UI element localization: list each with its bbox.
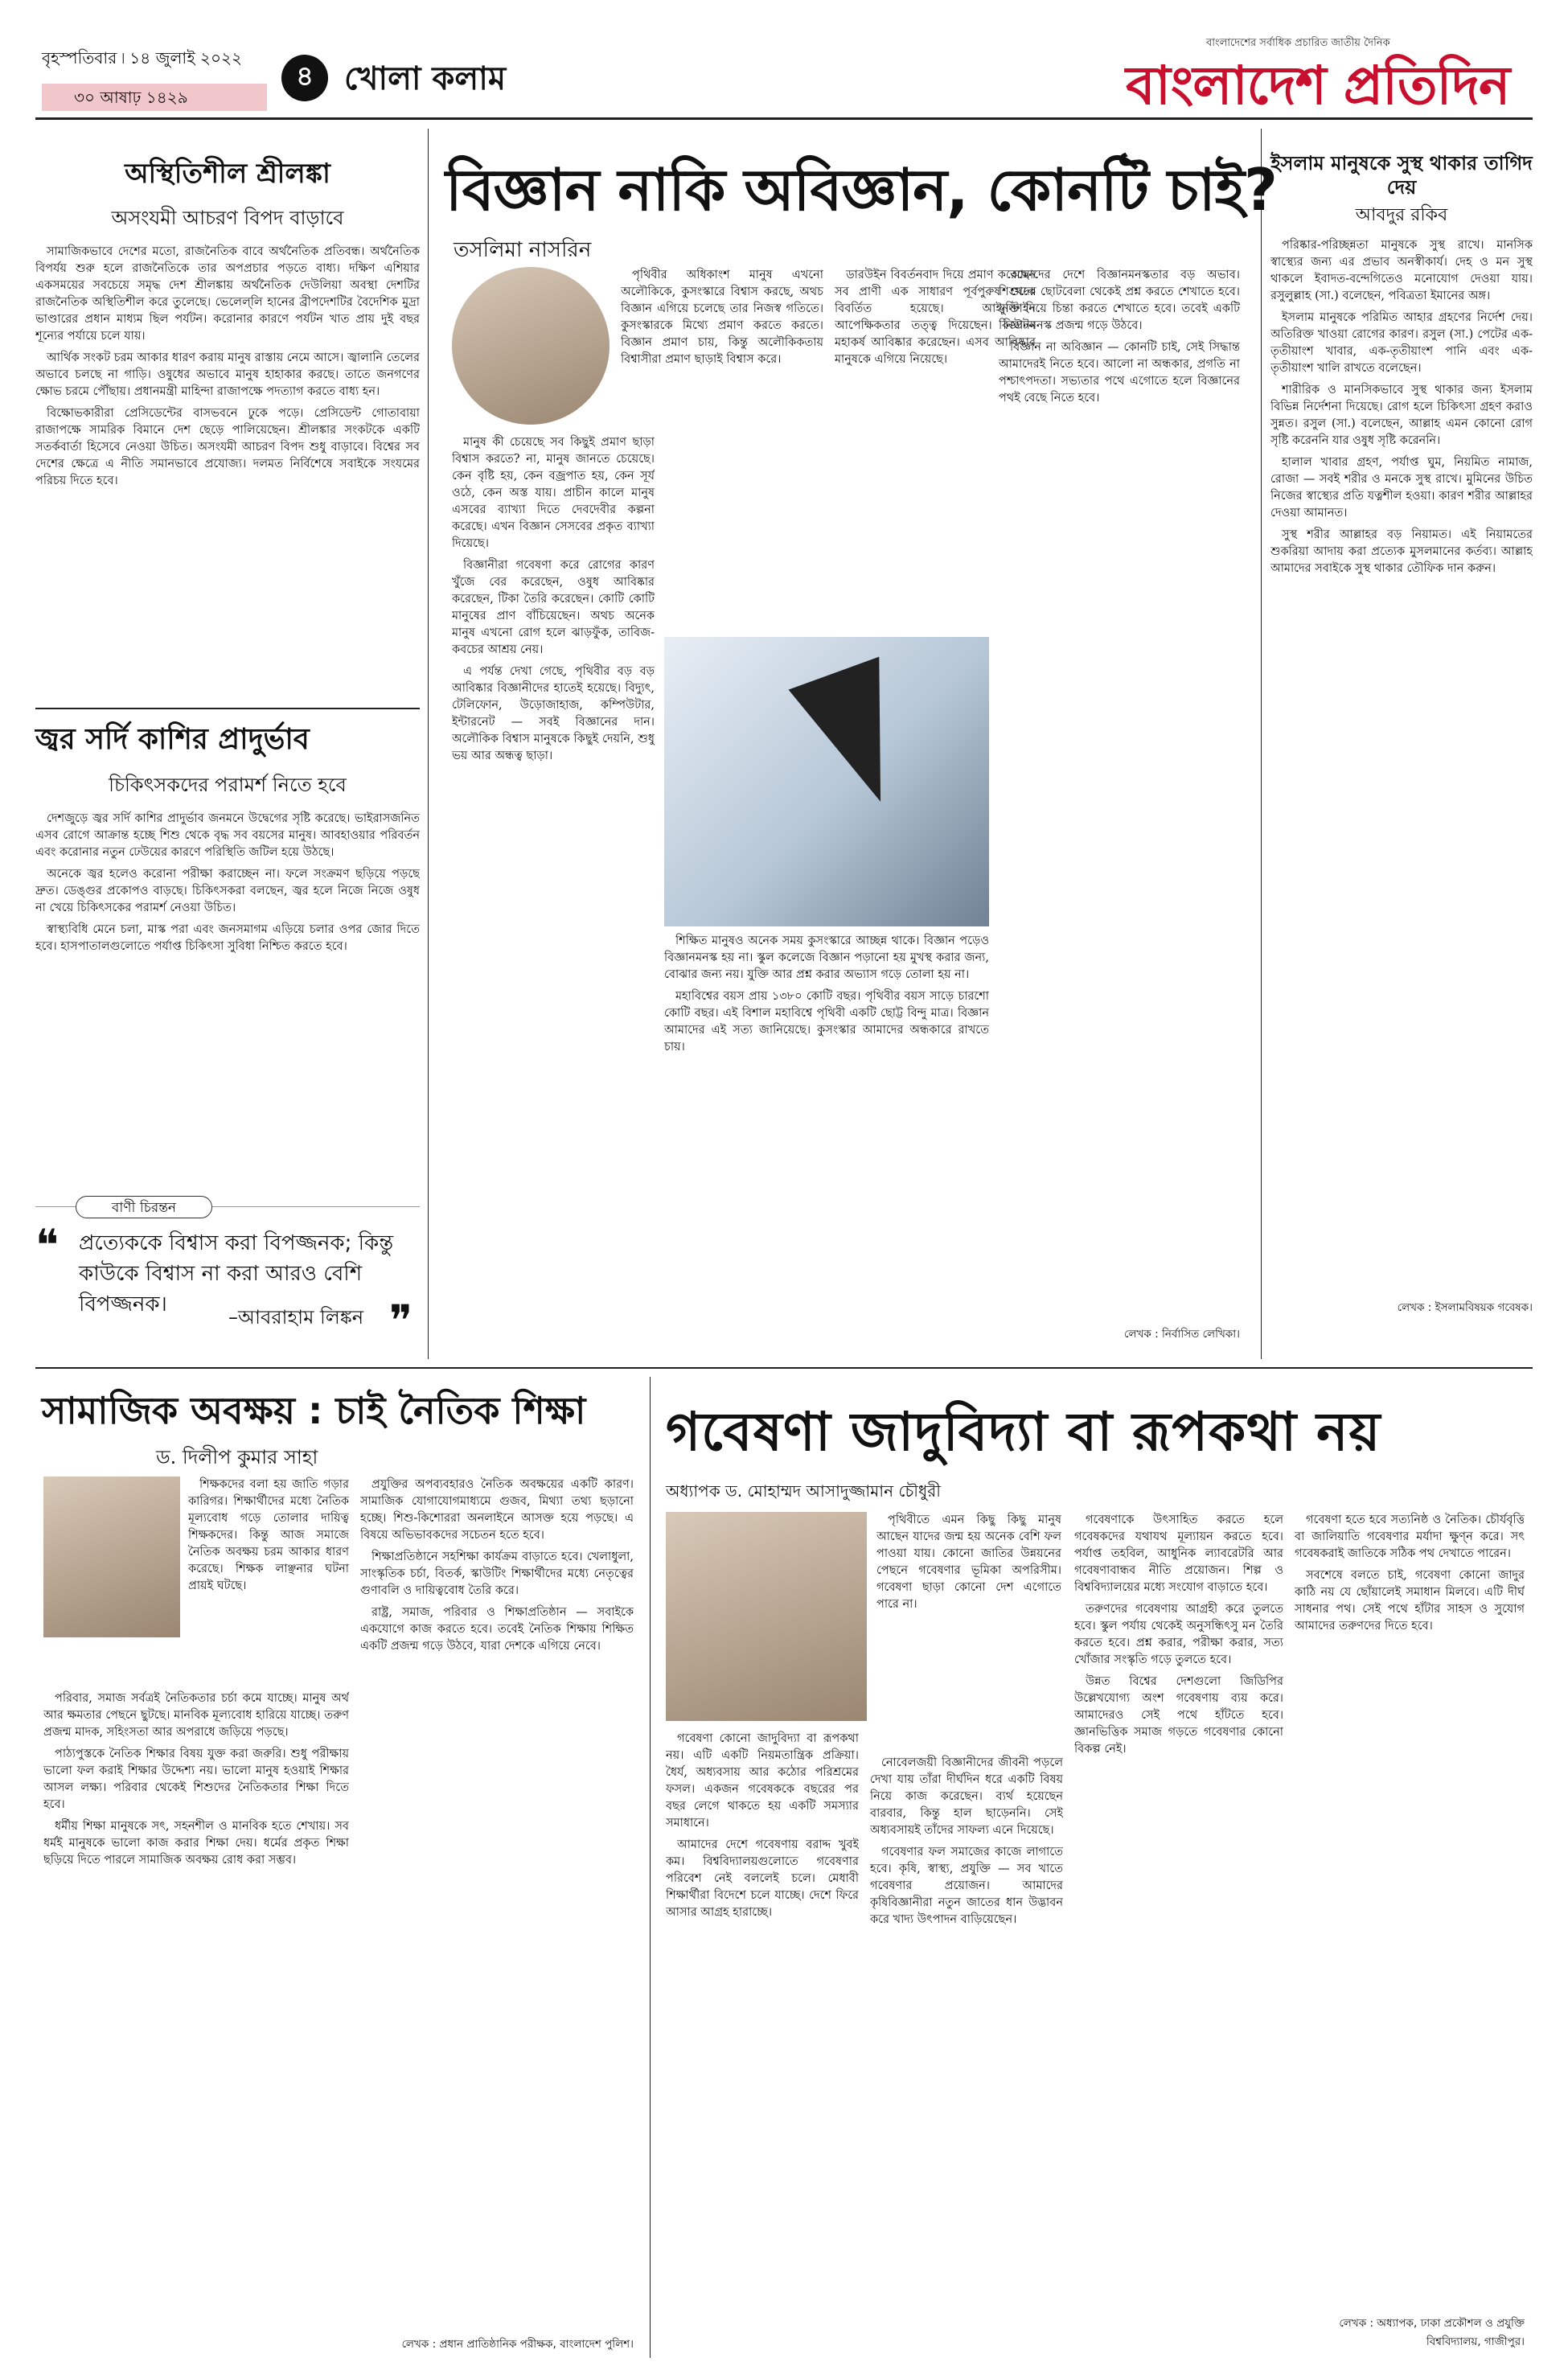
paragraph: উন্নত বিশ্বের দেশগুলো জিডিপির উল্লেখযোগ্য অংশ গবেষণায় ব্যয় করে। আমাদেরও সেই পথে হাঁটতে হবে। জ্ঞানভিত্তিক সমাজ গড়তে গবেষণার কোনো বিকল্প নেই। xyxy=(1074,1675,1283,1756)
article-islam xyxy=(1270,151,1533,1357)
quote-mark-open-icon: ❝ xyxy=(35,1220,60,1271)
paragraph: পরিষ্কার-পরিচ্ছন্নতা মানুষকে সুস্থ রাখে। মানসিক স্বাস্থ্যের জন্য এর প্রভাব অনস্বীকার্য। দেহ ও মন সুস্থ থাকলে ইবাদত-বন্দেগিতেও মনোযোগ দেওয়া যায়। রসুলুল্লাহ (সা.) বলেছেন, পবিত্রতা ইমানের অঙ্গ। xyxy=(1270,239,1533,302)
paragraph: গবেষণা কোনো জাদুবিদ্যা বা রূপকথা নয়। এটি একটি নিয়মতান্ত্রিক প্রক্রিয়া। ধৈর্য, অধ্যবসায় আর কঠোর পরিশ্রমের ফসল। একজন গবেষককে বছরের পর বছর লেগে থাকতে হয় একটি সমস্যার সমাধানে। xyxy=(666,1732,859,1830)
quote-label-pill xyxy=(76,1196,212,1218)
quote-label: বাণী চিরন্তন xyxy=(111,1200,177,1216)
quote-text: প্রত্যেককে বিশ্বাস করা বিপজ্জনক; কিন্তু কাউকে বিশ্বাস না করা আরও বেশি বিপজ্জনক। xyxy=(79,1231,394,1316)
paragraph: সামাজিকভাবে দেশের মতো, রাজনৈতিক বাবে অর্থনৈতিক প্রতিবন্ধ। অর্থনৈতিক বিপর্যয় শুরু হলে রাজনৈতিকে তার অপপ্রচার পড়তে বাধ্য। দক্ষিণ এশিয়ার একসময়ের সবচেয়ে সমৃদ্ধ দেশ শ্রীলঙ্কায় অর্থনৈতিক দেউলিয়া অবস্থা দেশটির রাজনৈতিক অস্থিতিশীল করে তুলেছে। ভেলেল্‌লি হানের ব্রীপদেশটির বৈদেশিক মুদ্রা ভাণ্ডারের প্রধান মাধ্যম ছিল পর্যটন। করোনার কারণে পর্যটন খাত প্রায় দুই বছর শূন্যের পর্যায়ে চলে যায়। xyxy=(35,245,420,343)
paragraph: বিক্ষোভকারীরা প্রেসিডেন্টের বাসভবনে ঢুকে পড়ে। প্রেসিডেন্ট গোতাবায়া রাজাপক্ষে সামরিক বিমানে দেশ ছেড়ে পালিয়েছেন। শ্রীলঙ্কার সংকটকে একটি সতর্কবার্তা হিসেবে নেওয়া উচিত। অসংযমী আচরণ বিপদ শুধু বাড়াবে। বিশ্বের সব দেশের ক্ষেত্রে এ নীতি সমানভাবে প্রযোজ্য। দলমত নির্বিশেষে সবাইকে সংযমের পরিচয় দিতে হবে। xyxy=(35,407,420,487)
editorial-sri-lanka xyxy=(35,153,420,758)
divider xyxy=(35,708,420,709)
paragraph: গবেষণাকে উৎসাহিত করতে হলে গবেষকদের যথাযথ মূল্যায়ন করতে হবে। পর্যাপ্ত তহবিল, আধুনিক ল্যাবরেটরি আর গবেষণাবান্ধব নীতি প্রয়োজন। শিল্প ও বিশ্ববিদ্যালয়ের মধ্যে সংযোগ বাড়াতে হবে। xyxy=(1074,1514,1283,1594)
paragraph: পাঠ্যপুস্তকে নৈতিক শিক্ষার বিষয় যুক্ত করা জরুরি। শুধু পরীক্ষায় ভালো ফল করাই শিক্ষার উদ্দেশ্য নয়। ভালো মানুষ হওয়াই শিক্ষার আসল লক্ষ্য। পরিবার থেকেই শিশুদের নৈতিকতার শিক্ষা দিতে হবে। xyxy=(43,1748,349,1811)
article-footnote: লেখক : ইসলামবিষয়ক গবেষক। xyxy=(1397,1301,1533,1314)
pen-icon xyxy=(789,657,926,819)
paragraph: আমাদের দেশে গবেষণায় বরাদ্দ খুবই কম। বিশ্ববিদ্যালয়গুলোতে গবেষণার পরিবেশ নেই বললেই চলে। মেধাবী শিক্ষার্থীরা বিদেশে চলে যাচ্ছে। দেশে ফিরে আসার আগ্রহ হারাচ্ছে। xyxy=(666,1838,859,1919)
paragraph: সুস্থ শরীর আল্লাহর বড় নিয়ামত। এই নিয়ামতের শুকরিয়া আদায় করা প্রত্যেক মুসলমানের কর্তব্য। আল্লাহ আমাদের সবাইকে সুস্থ থাকার তৌফিক দান করুন। xyxy=(1270,528,1533,575)
section-divider xyxy=(35,1367,1533,1369)
date-line: বৃহস্পতিবার ৷ ১৪ জুলাই ২০২২ xyxy=(42,48,242,68)
editorial-subtitle: অসংযমী আচরণ বিপদ বাড়াবে xyxy=(111,207,344,229)
author-photo xyxy=(452,267,610,425)
column-rule xyxy=(1261,129,1262,1359)
paragraph: তরুণদের গবেষণায় আগ্রহী করে তুলতে হবে। স্কুল পর্যায় থেকেই অনুসন্ধিৎসু মন তৈরি করতে হবে। প্রশ্ন করার, পরীক্ষা করার, সত্য খোঁজার সংস্কৃতি গড়ে তুলতে হবে। xyxy=(1074,1603,1283,1666)
paragraph: শিক্ষাপ্রতিষ্ঠানে সহশিক্ষা কার্যক্রম বাড়াতে হবে। খেলাধুলা, সাংস্কৃতিক চর্চা, বিতর্ক, স্কাউটিং শিক্ষার্থীদের মধ্যে নেতৃত্বের গুণাবলি ও দায়িত্ববোধ তৈরি করে। xyxy=(360,1550,634,1597)
paragraph: ইসলাম মানুষকে পরিমিত আহার গ্রহণের নির্দেশ দেয়। অতিরিক্ত খাওয়া রোগের কারণ। রসুল (সা.) পেটের এক-তৃতীয়াংশ খাবার, এক-তৃতীয়াংশ পানি এবং এক-তৃতীয়াংশ খালি রাখতে বলেছেন। xyxy=(1270,311,1533,375)
paragraph: শারীরিক ও মানসিকভাবে সুস্থ থাকার জন্য ইসলাম বিভিন্ন নির্দেশনা দিয়েছে। রোগ হলে চিকিৎসা গ্রহণ করাও সুন্নত। রসুল (সা.) বলেছেন, আল্লাহ এমন কোনো রোগ সৃষ্টি করেননি যার ওষুধ সৃষ্টি করেননি। xyxy=(1270,384,1533,447)
article-science xyxy=(437,129,1277,1359)
article-footnote: লেখক : অধ্যাপক, ঢাকা প্রকৌশল ও প্রযুক্তি বিশ্ববিদ্যালয়, গাজীপুর। xyxy=(1339,2317,1525,2348)
article-footnote: লেখক : প্রধান প্রাতিষ্ঠানিক পরীক্ষক, বাংলাদেশ পুলিশ। xyxy=(401,2338,634,2351)
article-research xyxy=(659,1377,1533,2358)
header-divider xyxy=(35,117,1533,120)
paragraph: হালাল খাবার গ্রহণ, পর্যাপ্ত ঘুম, নিয়মিত নামাজ, রোজা — সবই শরীর ও মনকে সুস্থ রাখে। মুমিনের উচিত নিজের স্বাস্থ্যের প্রতি যত্নশীল হওয়া। কারণ শরীর আল্লাহর দেওয়া আমানত। xyxy=(1270,456,1533,520)
paragraph: দেশজুড়ে জ্বর সর্দি কাশির প্রাদুর্ভাব জনমনে উদ্বেগের সৃষ্টি করেছে। ভাইরাসজনিত এসব রোগে আক্রান্ত হচ্ছে শিশু থেকে বৃদ্ধ সব বয়সের মানুষ। আবহাওয়ার পরিবর্তন এবং করোনার নতুন ঢেউয়ের কারণে পরিস্থিতি জটিল হয়ে উঠছে। xyxy=(35,812,420,859)
paragraph: শিক্ষকদের বলা হয় জাতি গড়ার কারিগর। শিক্ষার্থীদের মধ্যে নৈতিক মূল্যবোধ গড়ে তোলার দায়িত্ব শিক্ষকদের। কিন্তু আজ সমাজে নৈতিক অবক্ষয় চরম আকার ধারণ করেছে। শিক্ষক লাঞ্ছনার ঘটনা প্রায়ই ঘটছে। xyxy=(188,1478,349,1592)
paragraph: মানুষ কী চেয়েছে সব কিছুই প্রমাণ ছাড়া বিশ্বাস করতে? না, মানুষ জানতে চেয়েছে। কেন বৃষ্টি হয়, কেন বজ্রপাত হয়, কেন সূর্য ওঠে, কেন অস্ত যায়। প্রাচীন কালে মানুষ এসবের ব্যাখ্যা দিতে দেবদেবীর কল্পনা করেছে। এখন বিজ্ঞান সেসবের প্রকৃত ব্যাখ্যা দিয়েছে। xyxy=(452,436,655,550)
masthead-tagline: বাংলাদেশের সর্বাধিক প্রচারিত জাতীয় দৈনিক xyxy=(1206,37,1390,49)
date-bangla: ৩০ আষাঢ় ১৪২৯ xyxy=(42,84,267,111)
section-title: খোলা কলাম xyxy=(344,60,507,97)
article-footnote: লেখক : নির্বাসিত লেখিকা। xyxy=(1124,1328,1240,1341)
quote-author: –আবরাহাম লিঙ্কন xyxy=(228,1306,364,1329)
column-rule xyxy=(650,1377,651,2358)
paragraph: বিজ্ঞান না অবিজ্ঞান — কোনটি চাই, সেই সিদ্ধান্ত আমাদেরই নিতে হবে। আলো না অন্ধকার, প্রগতি না পশ্চাৎপদতা। সভ্যতার পথে এগোতে হলে বিজ্ঞানের পথই বেছে নিতে হবে। xyxy=(999,341,1240,405)
illustration-fountain-pen xyxy=(664,637,989,926)
article-author: আবদুর রকিব xyxy=(1355,205,1448,225)
author-photo xyxy=(666,1512,867,1721)
paragraph: রাষ্ট্র, সমাজ, পরিবার ও শিক্ষাপ্রতিষ্ঠান — সবাইকে একযোগে কাজ করতে হবে। তবেই নৈতিক শিক্ষায় শিক্ষিত একটি প্রজন্ম গড়ে উঠবে, যারা দেশকে এগিয়ে নেবে। xyxy=(360,1606,634,1653)
masthead-logo: বাংলাদেশ প্রতিদিন xyxy=(1126,55,1510,117)
editorial-flu xyxy=(35,717,420,1245)
paragraph: প্রযুক্তির অপব্যবহারও নৈতিক অবক্ষয়ের একটি কারণ। সামাজিক যোগাযোগমাধ্যমে গুজব, মিথ্যা তথ্য ছড়ানো হচ্ছে। শিশু-কিশোররা অনলাইনে আসক্ত হয়ে পড়ছে। এ বিষয়ে অভিভাবকদের সচেতন হতে হবে। xyxy=(360,1478,634,1542)
paragraph: শিক্ষিত মানুষও অনেক সময় কুসংস্কারে আচ্ছন্ন থাকে। বিজ্ঞান পড়েও বিজ্ঞানমনস্ক হয় না। স্কুল কলেজে বিজ্ঞান পড়ানো হয় মুখস্থ করার জন্য, বোঝার জন্য নয়। যুক্তি আর প্রশ্ন করার অভ্যাস গড়ে তোলা হয় না। xyxy=(664,934,989,981)
article-author: ড. দিলীপ কুমার সাহা xyxy=(156,1446,318,1468)
paragraph: ধর্মীয় শিক্ষা মানুষকে সৎ, সহনশীল ও মানবিক হতে শেখায়। সব ধর্মই মানুষকে ভালো কাজ করার শিক্ষা দেয়। ধর্মের প্রকৃত শিক্ষা ছড়িয়ে দিতে পারলে সামাজিক অবক্ষয় রোধ করা সম্ভব। xyxy=(43,1820,349,1867)
paragraph: অনেকে জ্বর হলেও করোনা পরীক্ষা করাচ্ছেন না। ফলে সংক্রমণ ছড়িয়ে পড়ছে দ্রুত। ডেঙ্গুর প্রকোপও বাড়ছে। চিকিৎসকরা বলছেন, জ্বর হলে নিজে নিজে ওষুধ না খেয়ে চিকিৎসকের পরামর্শ নেওয়া উচিত। xyxy=(35,868,420,914)
editorial-title: জ্বর সর্দি কাশির প্রাদুর্ভাব xyxy=(35,723,310,756)
paragraph: আমাদের দেশে বিজ্ঞানমনস্কতার বড় অভাব। শিশুদের ছোটবেলা থেকেই প্রশ্ন করতে শেখাতে হবে। যুক্তি দিয়ে চিন্তা করতে শেখাতে হবে। তবেই একটি বিজ্ঞানমনস্ক প্রজন্ম গড়ে উঠবে। xyxy=(999,269,1240,332)
article-title: সামাজিক অবক্ষয় : চাই নৈতিক শিক্ষা xyxy=(42,1389,586,1432)
quote-mark-close-icon: ❞ xyxy=(389,1296,413,1346)
paragraph: গবেষণার ফল সমাজের কাজে লাগাতে হবে। কৃষি, স্বাস্থ্য, প্রযুক্তি — সব খাতে গবেষণার প্রয়োজন। আমাদের কৃষিবিজ্ঞানীরা নতুন জাতের ধান উদ্ভাবন করে খাদ্য উৎপাদন বাড়িয়েছেন। xyxy=(870,1846,1063,1926)
author-photo xyxy=(43,1477,180,1637)
paragraph: পৃথিবীতে এমন কিছু কিছু মানুষ আছেন যাদের জন্ম হয় অনেক বেশি ফল পাওয়া যায়। কোনো জাতির উন্নয়নের পেছনে গবেষণার ভূমিকা অপরিসীম। গবেষণা ছাড়া কোনো দেশ এগোতে পারে না। xyxy=(876,1514,1061,1611)
paragraph: আর্থিক সংকট চরম আকার ধারণ করায় মানুষ রাস্তায় নেমে আসে। জ্বালানি তেলের অভাবে চলছে না গাড়ি। ওষুধের অভাবে মানুষ হাহাকার করছে। তাতে জনগণের ক্ষোভ চরমে পৌঁছায়। প্রধানমন্ত্রী মাহিন্দা রাজাপক্ষে পদত্যাগ করতে বাধ্য হন। xyxy=(35,351,420,398)
paragraph: পরিবার, সমাজ সর্বত্রই নৈতিকতার চর্চা কমে যাচ্ছে। মানুষ অর্থ আর ক্ষমতার পেছনে ছুটছে। মানবিক মূল্যবোধ হারিয়ে যাচ্ছে। তরুণ প্রজন্ম মাদক, সহিংসতা আর অপরাধে জড়িয়ে পড়ছে। xyxy=(43,1692,349,1739)
paragraph: ডারউইন বিবর্তনবাদ দিয়ে প্রমাণ করেছেন সব প্রাণী এক সাধারণ পূর্বপুরুষ থেকে বিবর্তিত হয়েছে। আইনস্টাইন আপেক্ষিকতার তত্ত্ব দিয়েছেন। নিউটন মহাকর্ষ আবিষ্কার করেছেন। এসব আবিষ্কার মানুষকে এগিয়ে নিয়েছে। xyxy=(835,269,1036,366)
paragraph: এ পর্যন্ত দেখা গেছে, পৃথিবীর বড় বড় আবিষ্কার বিজ্ঞানীদের হাতেই হয়েছে। বিদ্যুৎ, টেলিফোন, উড়োজাহাজ, কম্পিউটার, ইন্টারনেট — সবই বিজ্ঞানের দান। অলৌকিক বিশ্বাস মানুষকে কিছুই দেয়নি, শুধু ভয় আর অন্ধত্ব ছাড়া। xyxy=(452,665,655,762)
paragraph: সবশেষে বলতে চাই, গবেষণা কোনো জাদুর কাঠি নয় যে ছোঁয়ালেই সমাধান মিলবে। এটি দীর্ঘ সাধনার পথ। সেই পথে হাঁটার সাহস ও সুযোগ আমাদের তরুণদের দিতে হবে। xyxy=(1295,1569,1525,1633)
column-rule xyxy=(428,129,429,1359)
editorial-title: অস্থিতিশীল শ্রীলঙ্কা xyxy=(125,158,330,190)
paragraph: স্বাস্থ্যবিধি মেনে চলা, মাস্ক পরা এবং জনসমাগম এড়িয়ে চলার ওপর জোর দিতে হবে। হাসপাতালগুলোতে পর্যাপ্ত চিকিৎসা সুবিধা নিশ্চিত করতে হবে। xyxy=(35,923,420,953)
article-title: বিজ্ঞান নাকি অবিজ্ঞান, কোনটি চাই? xyxy=(445,156,1277,224)
article-moral xyxy=(35,1377,640,2358)
article-author: অধ্যাপক ড. মোহাম্মদ আসাদুজ্জামান চৌধুরী xyxy=(666,1481,941,1501)
page-number: ৪ xyxy=(281,55,328,101)
paragraph: পৃথিবীর অধিকাংশ মানুষ এখনো অলৌকিকে, কুসংস্কারে বিশ্বাস করছে, অথচ বিজ্ঞান এগিয়ে চলেছে তার নিজস্ব গতিতে। কুসংস্কারকে মিথ্যে প্রমাণ করতে করতে। বিজ্ঞান প্রমাণ চায়, কিন্তু অলৌকিকতায় বিশ্বাসীরা প্রমাণ ছাড়াই বিশ্বাস করে। xyxy=(621,269,823,366)
paragraph: বিজ্ঞানীরা গবেষণা করে রোগের কারণ খুঁজে বের করেছেন, ওষুধ আবিষ্কার করেছেন, টিকা তৈরি করেছেন। কোটি কোটি মানুষের প্রাণ বাঁচিয়েছেন। অথচ অনেক মানুষ এখনো রোগ হলে ঝাড়ফুঁক, তাবিজ-কবচের আশ্রয় নেয়। xyxy=(452,559,655,656)
editorial-subtitle: চিকিৎসকদের পরামর্শ নিতে হবে xyxy=(109,774,347,796)
header xyxy=(0,0,1568,129)
article-title: ইসলাম মানুষকে সুস্থ থাকার তাগিদ দেয় xyxy=(1270,152,1533,199)
article-title: গবেষণা জাদুবিদ্যা বা রূপকথা নয় xyxy=(666,1401,1381,1463)
article-author: তসলিমা নাসরিন xyxy=(454,238,592,262)
paragraph: নোবেলজয়ী বিজ্ঞানীদের জীবনী পড়লে দেখা যায় তাঁরা দীর্ঘদিন ধরে একটি বিষয় নিয়ে কাজ করেছেন। ব্যর্থ হয়েছেন বারবার, কিন্তু হাল ছাড়েননি। সেই অধ্যবসায়ই তাঁদের সাফল্য এনে দিয়েছে। xyxy=(870,1756,1063,1837)
paragraph: মহাবিশ্বের বয়স প্রায় ১৩৮০ কোটি বছর। পৃথিবীর বয়স সাড়ে চারশো কোটি বছর। এই বিশাল মহাবিশ্বে পৃথিবী একটি ছোট্ট বিন্দু মাত্র। বিজ্ঞান আমাদের এই সত্য জানিয়েছে। কুসংস্কার আমাদের অন্ধকারে রাখতে চায়। xyxy=(664,990,989,1054)
quote-box xyxy=(35,1200,420,1359)
paragraph: গবেষণা হতে হবে সত্যনিষ্ঠ ও নৈতিক। চৌর্যবৃত্তি বা জালিয়াতি গবেষণার মর্যাদা ক্ষুণ্ন করে। সৎ গবেষকরাই জাতিকে সঠিক পথ দেখাতে পারেন। xyxy=(1295,1514,1525,1560)
